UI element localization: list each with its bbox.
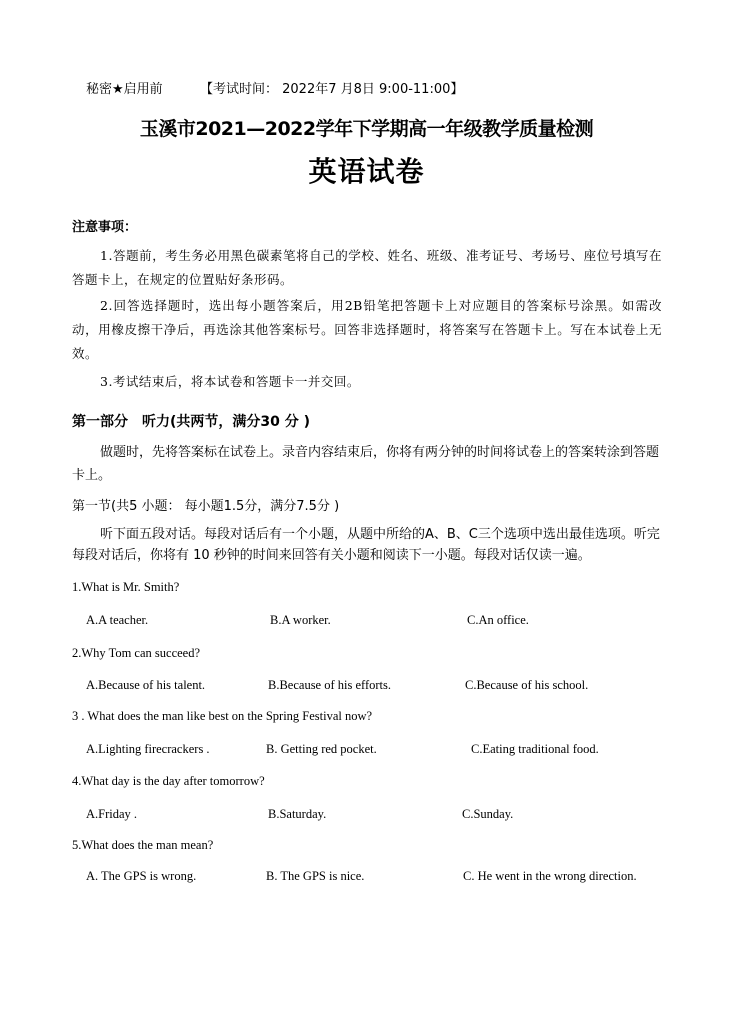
option-c: C.Eating traditional food. [471,742,599,756]
option-b: B.Saturday. [268,807,327,821]
option-a: A.Lighting firecrackers . [86,742,210,756]
notice-item: 3.考试结束后，将本试卷和答题卡一并交回。 [100,374,360,389]
option-b: B. Getting red pocket. [266,742,377,756]
option-a: A.Friday . [86,807,138,821]
question: 2.Why Tom can succeed? [72,646,201,660]
option-b: B.Because of his efforts. [268,678,392,692]
exam-title: 玉溪市2021—2022学年下学期高一年级教学质量检测 [139,118,594,140]
option-b: B. The GPS is nice. [266,869,365,883]
question: 4.What day is the day after tomorrow? [72,774,265,788]
question: 3 . What does the man like best on the Spring Festival now? [72,709,373,723]
option-a: A.A teacher. [86,613,149,627]
option-a: A.Because of his talent. [86,678,206,692]
exam-time: 【考试时间： 2022年7 月8日 9:00-11:00】 [200,82,464,97]
exam-subject: 英语试卷 [308,155,425,188]
option-c: C. He went in the wrong direction. [463,869,637,883]
option-b: B.A worker. [270,613,331,627]
notice-item: 2.回答选择题时，选出每小题答案后，用2B铅笔把答题卡上对应题目的答案标号涂黑。如需改动，用橡皮擦干净后，再选涂其他答案标号。回答非选择题时，将答案写在答题卡上。写在本试卷上无效。 [72,298,662,361]
part-intro: 做题时，先将答案标在试卷上。录音内容结束后，你将有两分钟的时间将试卷上的答案转涂到答题卡上。 [72,445,660,483]
notice-item: 1.答题前，考生务必用黑色碳素笔将自己的学校、姓名、班级、准考证号、考场号、座位号填写在答题卡上，在规定的位置贴好条形码。 [72,248,662,287]
option-c: C.Sunday. [462,807,514,821]
confidential-label: 秘密★启用前 [86,82,163,97]
notice-heading: 注意事项： [72,220,138,235]
option-a: A. The GPS is wrong. [86,869,197,883]
option-c: C.Because of his school. [465,678,589,692]
question: 5.What does the man mean? [72,838,214,852]
section-directions: 听下面五段对话。每段对话后有一个小题，从题中所给的A、B、C三个选项中选出最佳选项。听完每段对话后，你将有 10 秒钟的时间来回答有关小题和阅读下一小题。每段对话仅读一遍。 [72,527,660,563]
question: 1.What is Mr. Smith? [72,580,180,594]
option-c: C.An office. [467,613,529,627]
part-heading: 第一部分 听力(共两节，满分30 分 ) [72,414,311,430]
section-heading: 第一节(共5 小题： 每小题1.5分，满分7.5分 ) [72,499,340,514]
